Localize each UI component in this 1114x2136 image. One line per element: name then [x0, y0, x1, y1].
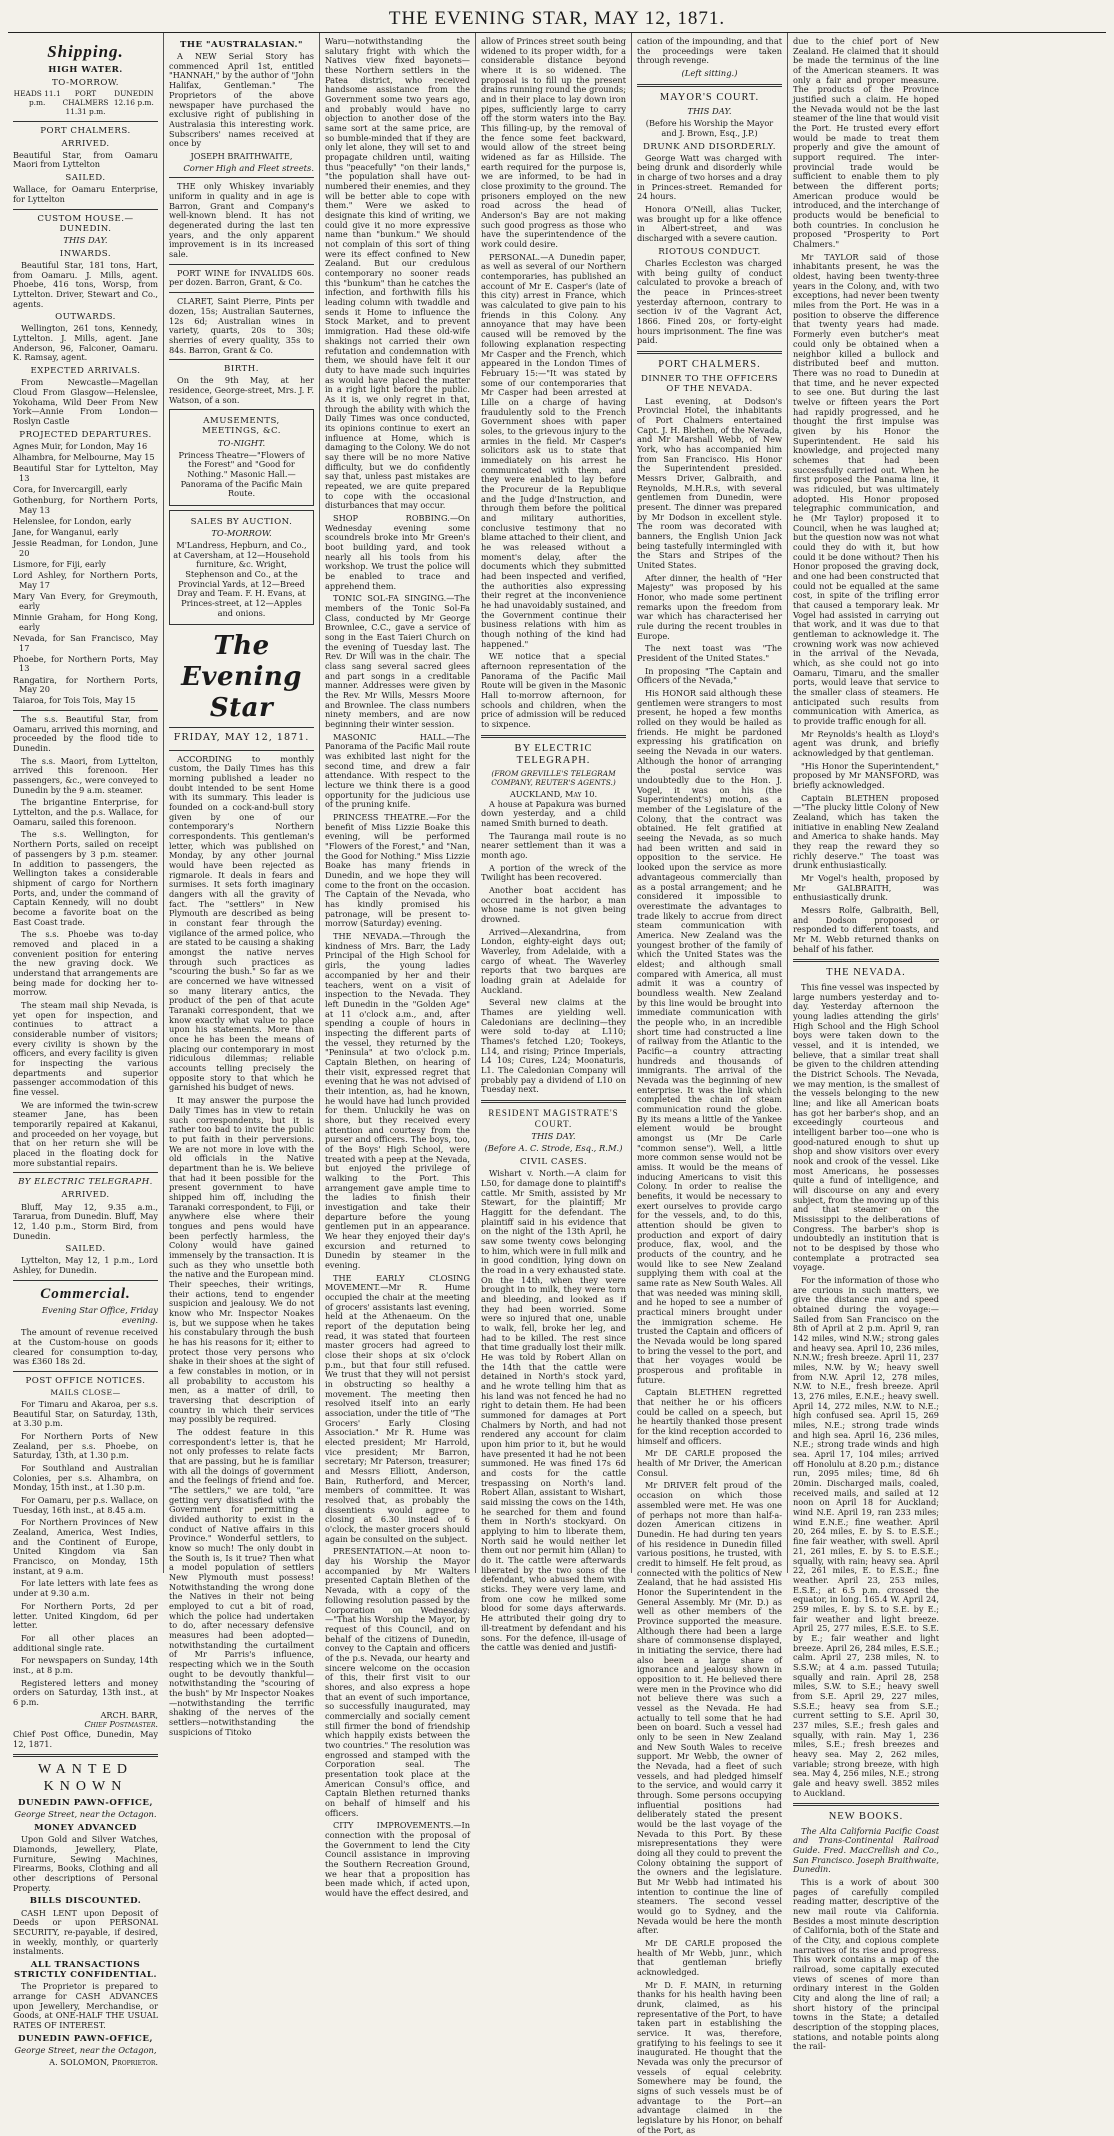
dinner-paragraph-8: Mr DRIVER felt proud of the occasion on which those assembled were met. He was one of perhaps not more than half-a-dozen American citizens in Dunedin. He had during ten years of his residence in Dunedin filled various positions, he trusted, with credit to himself. He felt proud, as connected with the politics of New Zealand, that he had assisted His Honor the Superintendent in the General Assembly. Mr (Mr. D.) as well as other members of the Province supported the measure. Although there had been a large share of commonsense displayed, in initiating the service, there had also been a large share of ignorance and jealousy shown in opposition to it. He believed there were men in the Province who did not believe there was such a vessel as the Nevada. He had actually to tell some that he had been on board. Such a vessel had only to be seen in New Zealand and New South Wales to receive support. Mr Webb, the owner of the Nevada, had a fleet of such vessels, and had pledged himself to the service, and would carry it through. Some persons occupying influential positions had deliberately stated the present would be the last voyage of the Nevada to this Port. By these misrepresentations they were doing all they could to prevent the Colony obtaining the support of the owners and the legislature. But Mr Webb had intimated his intention to continue the line of steamers. The second vessel would go to Sydney, and the Nevada would be here the month after. — [637, 1480, 782, 1936]
post-office-signature: Chief Post Office, Dunedin, May 12, 1871. — [13, 1728, 158, 1749]
shipping-news-5: The s.s. Phoebe was to-day removed and placed in a convenient position for entering the new graving dock. We understand that arrangements are being made for docking her to-morrow. — [13, 929, 158, 998]
column-3 — [320, 33, 476, 1898]
list-item: Rangatira, for Northern Ports, May 20 — [13, 674, 158, 695]
shipping-news-3: The brigantine Enterprise, for Lyttelton, and the p.s. Wallace, for Oamaru, sailed this forenoon. — [13, 797, 158, 827]
nevada-paragraph-2: For the information of those who are curious in such matters, we give the distance run and speed obtained during the voyage:—Sailed from San Francisco on the 8th of April at 2 p.m. April 9, ran 142 miles, wind N.W.; strong gales and heavy sea. April 10, 236 miles, N.N.W.; fresh breeze. April 11, 237 miles, N.W. by W.; heavy swell from N.W. April 12, 278 miles, N.W. to N.E., fresh breeze. April 13, 276 miles, E.N.E.; heavy swell. April 14, 272 miles, N.W. to N.E.; high confused sea. April 15, 269 miles, N.E.; strong trade winds and high sea. April 16, 236 miles, N.E.; strong trade winds and high sea. April 17, 104 miles; arrived off Honolulu at 8.20 p.m.; distance run, 2095 miles; time, 8d 6h 20min. Discharged mails, coaled, received mails, and sailed at 12 noon on April 18 for Auckland; wind N.E. April 19, ran 233 miles; wind E.N.E.; fine weather. April 20, 264 miles, E. by S. to E.S.E.; fine fair weather, with swell. April 21, 261 miles, E. by S. to E.S.E.; squally, with rain; heavy sea. April 22, 261 miles, E. to E.S.E.; fine weather. April 23, 253 miles, E.S.E.; at 6.5 p.m. crossed the equator, in long. 165.4 W. April 24, 259 miles, E. by S. to S.E. by E.; fair weather and light breeze. April 25, 277 miles, E.S.E. to S.E. by E.; fair weather and light breeze. April 26, 284 miles, E.S.E.; calm. April 27, 238 miles, N. to S.S.W.; at 4 a.m. passed Tutuila; squally and rain. April 28, 258 miles, S.W. to S.E.; heavy swell from S.E. April 29, 227 miles, S.S.E.; heavy sea from S.E.; current setting to S.E. April 30, 237 miles, S.E.; fresh gales and squally, with rain. May 1, 236 miles, S.E.; fresh breezes and heavy sea. May 2, 262 miles, variable; strong breeze, with high sea. May 4, 256 miles, N.E.; strong gale and heavy swell. 3852 miles to Auckland. — [793, 1275, 939, 1798]
wanted-known-heading: WANTED KNOWN — [37, 1762, 134, 1794]
postmaster-title: Chief Postmaster. — [84, 1719, 158, 1730]
honor-toast: "His Honor the Superintendent," proposed by Mr MANSFORD, was briefly acknowledged. — [793, 760, 939, 791]
dateline: FRIDAY, MAY 12, 1871. — [173, 732, 310, 744]
presentation-item: PRESENTATION.—At noon to-day his Worship the Mayor accompanied by Mr Walters presented Captain Blethen of the Nevada, with a copy of the following resolution passed by the Corporation on Wednesday:—"That his Worship the Mayor, by request of this Council, and on behalf of the citizens of Dunedin, convey to the Captain and officers of the p.s. Nevada, our hearty and sincere welcome on the occasion of this, their first visit to our shores, and also express a hope that an event of such importance, so successfully inaugurated, may commercially and socially cement still firmer the bond of friendship which happily exists between the two countries." The resolution was engrossed and stamped with the Corporation seal. The presentation took place at the American Consul's office, and Captain Blethen returned thanks on behalf of himself and his officers. — [325, 1546, 470, 1818]
commercial-text: The amount of revenue received at the Custom-house on goods cleared for consumption to-day, was £360 18s 2d. — [13, 1327, 158, 1367]
amusements-tonight: TO-NIGHT. — [217, 437, 266, 448]
money-advanced: MONEY ADVANCED — [34, 1823, 137, 1834]
inwards-text: Beautiful Star, 181 tons, Hart, from Oamaru. J. Mills, agent. Phoebe, 416 tons, Worsp, from Lyttelton. Driver, Stewart and Co., agents. — [13, 259, 158, 309]
port-wine-ad: PORT WINE for INVALIDS 60s. per dozen. Barron, Grant, & Co. — [169, 267, 314, 288]
rm-court-before: (Before A. C. Strode, Esq., R.M.) — [484, 1143, 623, 1154]
blethen-toast: Captain BLETHEN proposed—"The plucky little Colony of New Zealand, which has taken the initiative in enabling New Zealand and America to shake hands. May they reap the reward they so richly deserve." The toast was drunk enthusiastically. — [793, 792, 939, 871]
column-4 — [476, 33, 632, 1653]
birth-heading: BIRTH. — [224, 364, 259, 375]
telegraph-item-5: Arrived—Alexandrina, from London, eighty-eight days out; Waverley, from Adelaide, with a cargo of wheat. The Waverley reports that two barques are loading grain at Adelaide for Auckland. — [481, 926, 626, 995]
dinner-paragraph-10: Mr D. F. MAIN, in returning thanks for his health having been drunk, claimed, as his representative of the Port, to have taken part in establishing the service. It was, therefore, gratifying to his feelings to see it inaugurated. He thought that the Nevada was only the precursor of vessels of equal celebrity. Somewhere may be found, the signs of such vessels must be of advantage to the Port—an advantage claimed in the legislature by his Honor, on behalf of the Port, as — [637, 1979, 782, 2135]
whisky-ad: THE only Whiskey invariably uniform in quality and in age is Barron, Grant and Company's well-known blend. It has not degenerated during the last ten years, and the only apparent improvement is in its increased sale. — [169, 181, 314, 260]
column-2 — [164, 33, 320, 1737]
mayors-court-day: THIS DAY. — [687, 106, 732, 117]
commercial-office: Evening Star Office, Friday evening. — [41, 1305, 158, 1326]
mayors-court-heading: MAYOR'S COURT. — [659, 91, 760, 103]
personal-item: PERSONAL.—A Dunedin paper, as well as several of our Northern contemporaries, has published an account of Mr E. Casper's (late of this city) arrest in France, which was calculated to give pain to his friends in this Colony. Any annoyance that may have been caused will be removed by the following explanation respecting Mr Casper and the French, which appeared in the London Times of February 15:—"It was stated by some of our contemporaries that Mr Casper had been arrested at Lille on a charge of having fraudulently sold to the French Government shoes with paper soles, to the grievous injury to the armies in the field. Mr Casper's solicitors ask us to state that immediately on his arrest he communicated with them, and they were enabled to lay before the Procureur de la Republique and the Judge d'Instruction, and through them before the political and military authorities, conclusive testimony that no blame attached to their client, and he was released without a moment's delay, after the documents which they submitted had been inspected and verified, the authorities also expressing their regret at the inconvenience he had unavoidably sustained, and the Government continue their business relations with him as though nothing of the kind had happened." — [481, 251, 626, 649]
arrived-label: ARRIVED. — [61, 138, 110, 149]
shipping-news-4: The s.s. Wellington, for Northern Ports, sailed on receipt of passengers by 3 p.m. steamer. In addition to passengers, the Wellington takes a considerable shipment of cargo for Northern Ports, and, under the command of Captain Kennedy, will no doubt become a favorite boat on the East Coast trade. — [13, 829, 158, 927]
all-transactions: ALL TRANSACTIONS STRICTLY CONFIDENTIAL. — [14, 1959, 157, 1981]
leader-continued: Waru—notwithstanding the salutary fright with which the Natives view fixed bayonets—these Northern settlers in the Patea district, who received handsome assistance from the Government some two years ago, and probably would have no objection to another dose of the same sort at the same price, are so bumble-minded that if they are only let alone, they will set to and propagate children until, waiting thus "peacefully" "on their lands," "the population shall have out-numbered their enemies, and they will be better able to cope with them." Were we asked to designate this kind of writing, we could give it no more expressive name than "bunkum." We should not complain of this sort of thing were its effect confined to New Zealand. But our credulous contemporary no sooner reads this "bunkum" than he catches the infection, and forthwith fills his leading column with twaddle and sends it Home to influence the Stock Market, and to prevent immigration. Had these old-wife shakings not carried their own refutation and condemnation with them, we should have felt it our duty to have made such inquiries as would have placed the matter in a right light before the public. As it is, we only regret in that, through the ability with which the Daily Times was once conducted, its opinions continue to exert an influence at Home, which is damaging to the Colony. We do not say there will be no more Native difficulty, but we do confidently say that, unless past mistakes are repeated, we are quite prepared to cope with the occasional disturbances that may occur. — [325, 36, 470, 511]
proprietor-name: A. SOLOMON, Proprietor. — [49, 2056, 158, 2067]
shipping-news-1: The s.s. Beautiful Star, from Oamaru, arrived this morning, and proceeded by the flood tide to Dunedin. — [13, 714, 158, 754]
masthead: THE EVENING STAR, MAY 12, 1871. — [8, 6, 1106, 33]
taylor-speech: Mr TAYLOR said of those inhabitants present, he was the oldest, having been twenty-three years in the Colony, and, with two exceptions, had never been twenty miles from the Port. He was in a position to observe the difference that twenty years had made. Formerly even butcher's meat could only be obtained when a neighbor killed a bullock and distributed beef and mutton. There was no road to Dunedin at that time, and he never expected to see one. But during the last twelve or fifteen years the Port had rapidly progressed, and he thought the first impulse was given by his Honor the Superintendent. He said his knowledge, and projected many schemes that had been successfully carried out. When he first proposed the Panama line, it was ridiculed, but was ultimately adopted. His Honor proposed telegraphic communication, and he (Mr Taylor) proposed it to Council, when he was laughed at; but the question now was not what could they do with it, but how could it be done without? Then his Honor proposed the graving dock, and one had been constructed that could not be equalled at the same cost, in spite of the trifling error that caused a temporary leak. Mr Vogel had assisted in carrying out that work, and it was due to that gentleman to acknowledge it. The crowning work was now achieved in the arrival of the Nevada, which, as she could not go into Oamaru, Timaru, and the smaller ports, would leave that service to the smaller class of steamers. He anticipated such results from communication with America, as to provide traffic enough for all. — [793, 251, 939, 727]
early-closing-item: THE EARLY CLOSING MOVEMENT.—Mr R. Hume occupied the chair at the meeting of grocers' assistants last evening, held at the Athenaeum. On the report of the deputation being read, it was stated that fourteen master grocers had agreed to close their shops at six o'clock p.m., but that four still refused. We trust that they will not persist in obstructing so healthy a movement. The meeting then resolved itself into an early association, under the title of "The Grocers' Early Closing Association." Mr R. Hume was elected president; Mr Harrold, vice president; Mr Barron, secretary; Mr Paterson, treasurer; and Messrs Elliott, Anderson, Bain, Rutherford, and Mercer, members of committee. It was resolved that, as probably the dissentients would agree to closing at 6.30 instead of 6 o'clock, the master grocers should again be consulted on the subject. — [325, 1272, 470, 1544]
list-item: For all other places an additional single rate. — [13, 1632, 158, 1653]
list-item: Gothenburg, for Northern Ports, May 13 — [13, 495, 158, 515]
city-improvements-item: CITY IMPROVEMENTS.—In connection with the proposal of the Government to lend the City Council assistance in improving the Southern Recreation Ground, we hear that a proposition has been made which, if acted upon, would have the effect desired, and — [325, 1820, 470, 1898]
list-item: Lord Ashley, for Northern Ports, May 17 — [13, 570, 158, 591]
projected-departures-list — [13, 442, 158, 706]
tomorrow-label: TO-MORROW. — [52, 78, 119, 89]
proprietor-text: The Proprietor is prepared to arrange for CASH ADVANCES upon Jewellery, Merchandise, or Goods, at ONE-HALF THE USUAL RATES OF INTEREST. — [13, 1981, 158, 2030]
sales-text: M'Landress, Hepburn, and Co., at Caversham, at 12—Household furniture, &c. Wright, Stephenson and Co., at the Provincial Yards, at 12—Breed Dray and Team. F. H. Evans, at Princes-street, at 12—Apples and onions. — [173, 539, 310, 618]
telegraph-item-3: A portion of the wreck of the Twilight has been recovered. — [481, 862, 626, 883]
riotous-text: Charles Eccleston was charged with being guilty of conduct calculated to provoke a breach of the peace in Princes-street yesterday afternoon, contrary to section iv of the Vagrant Act, 1866. Fined 20s, or forty-eight hours imprisonment. The fine was paid. — [637, 257, 782, 346]
drunk-text-2: Honora O'Neill, alias Tucker, was brought up for a like offence in Albert-street, and was discharged with a severe caution. — [637, 204, 782, 244]
riotous-heading: RIOTOUS CONDUCT. — [658, 246, 761, 257]
list-item: Minnie Graham, for Hong Kong, early — [13, 612, 158, 632]
leader-paragraph-1: ACCORDING to monthly custom, the Daily Times has this morning published a leader no doubt intended to be sent Home with its summary. This leader is founded on a cock-and-bull story given by one of our contemporary's Northern correspondents. This gentleman's letter, which was published on Monday, by any other journal would have been rejected as rigmarole. It deals in fears and surmises. It sets forth imaginary dangers with all the gravity of fact. The "settlers" in New Plymouth are described as being in constant fear through the vigilance of the armed police, who are stated to be causing a shaking amongst the native nerves through such practices as "scouring the bush." So far as we are concerned we have witnessed so many literary antics, the product of the pen of that acute Taranaki correspondent, that we know exactly what value to place upon his statements. More than once he has been the means of placing our contemporary in most ridiculous dilemmas; reliable accounts telling precisely the opposite story to that which he garnished his budget of news. — [169, 753, 314, 1093]
commercial-heading: Commercial. — [40, 1285, 131, 1302]
rm-court-heading: RESIDENT MAGISTRATE'S COURT. — [488, 1108, 619, 1129]
princess-theatre-item: PRINCESS THEATRE.—For the benefit of Miss Lizzie Boake this evening, will be performed "Flowers of the Forest," and "Nan, the Good for Nothing." Miss Lizzie Boake has many friends in Dunedin, and we hope they will come to the front on the occasion. The Captain of the Nevada, who has kindly promised his patronage, will be present to-morrow (Saturday) evening. — [325, 812, 470, 929]
dinner-paragraph-3: The next toast was "The President of the United States." — [637, 643, 782, 664]
postmaster-name: ARCH. BARR, — [100, 1709, 158, 1720]
inwards-label: INWARDS. — [59, 248, 112, 259]
improvements-continued: allow of Princes street south being widened to its proper width, for a considerable distance beyond where it is so widened. The proposal is to fill up the present drains running round the grounds; and in their place to lay down iron pipes, sufficiently large to carry off the storm waters into the Bay. This filling-up, by the removal of the fence some feet backward, would allow of the street being widened as far as Hillside. The earth required for the purpose is, we are informed, to be had in close proximity to the ground. The prisoners employed on the new road across the head of Anderson's Bay are not making such good progress as those who have the superintendence of the work could desire. — [481, 36, 626, 250]
leader-paragraph-2: It may answer the purpose the Daily Times has in view to retain such correspondents, but it is rather too bad to invite the public to put faith in their perversions. We are not more in love with the old officials in the Native department than he is. We believe that had it been possible for the present government to have shipped him off, including the Taranaki correspondent, to Fiji, or anywhere else where their tongues and pens would have been perfectly harmless, the Colony would have gained immensely by the transaction. It is such as they who unsettle both the native and the European mind. Their speeches, their writings, their actions, tend to engender suspicion and jealousy. We do not know who Mr. Inspector Noakes is, but we suppose when he takes his constabulary through the bush he has his reasons for it; either to protect those very persons who shake in their shoes at the sight of a few constables in motion, or in all probability to accustom his men, as a matter of drill, to traversing that description of country in which their services may possibly be required. — [169, 1095, 314, 1425]
telegraph-sailed-text: Lyttelton, May 12, 1 p.m., Lord Ashley, for Dunedin. — [13, 1255, 158, 1276]
civil-cases-text: Wishart v. North.—A claim for L50, for damage done to plaintiff's cattle. Mr Smith, assisted by Mr Stewart, for the plaintiff; Mr Haggitt for the defendant. The plaintiff said in his evidence that on the night of the 13th April, he saw some twenty cows belonging to him, which were in full milk and in good condition, lying down on the road in a very exhausted state. On the 14th, when they were brought in to milk, they were torn and bleeding, and looked as if they had been worried. Some were so injured that one, unable to walk, fell, broke her leg, and had to be killed. The rest since that time gradually lost their milk. He was told by Robert Allan on the 14th that the cattle were detained in North's stock yard, and he wrote telling him that as his land was not fenced he had no right to detain them. He had been summoned for damages at Port Chalmers by North, and had not rendered any account for claim upon him prior to it, but he would have presented it had he not been summoned. He was fined 17s 6d and costs for the cattle trespassing on North's land. Robert Allan, assistant to Wishart, said missing the cows on the 14th, he searched for them and found them in North's stockyard. On applying to him to liberate them, North said he would neither let them out nor permit him (Allan) to do it. The cattle were afterwards liberated by the two sons of the defendant, who abused them with sticks. They were very lame, and from one cow he milked some blood for some days afterwards. He attributed their going dry to ill-treatment by defendant and his sons. For the defence, ill-usage of the cattle was denied and justifi- — [481, 1168, 626, 1653]
pawn-office-address: George Street, near the Octagon. — [14, 1809, 157, 1820]
dinner-paragraph-4: In proposing "The Captain and Officers of the Nevada," — [637, 665, 782, 686]
list-item: For late letters with late fees as under at 9.30 a.m. — [13, 1578, 158, 1599]
pawn-office-name: DUNEDIN PAWN-OFFICE, — [18, 1798, 153, 1809]
telegraph-source: (FROM GREVILLE'S TELEGRAM COMPANY, REUTER'S AGENTS.) — [491, 769, 616, 788]
tide-heads: HEADS 11.1 p.m. — [13, 89, 61, 108]
dinner-continued: due to the chief port of New Zealand. He claimed that it should be made the terminus of the line of the American steamers. It was only a fair and proper measure. The products of the Province justified such a claim. He hoped the Nevada would not be the last steamer of the line that would visit the Port. He trusted every effort would be made to treat them properly and give the amount of support required. The inter-provincial trade would be sufficient to enable them to ply between the different ports; American produce would be introduced, and the interchange of products would be beneficial to both countries. In conclusion he proposed "Prosperity to Port Chalmers." — [793, 36, 939, 250]
port-chalmers-heading-2: PORT CHALMERS. — [658, 358, 761, 370]
birth-text: On the 9th May, at her residence, George-street, Mrs. J. F. Watson, of a son. — [169, 375, 314, 405]
new-books-heading: NEW BOOKS. — [828, 1811, 904, 1823]
column-5 — [632, 33, 788, 2135]
reynolds-toast: Mr Reynolds's health as Lloyd's agent was drunk, and briefly acknowledged by that gentleman. — [793, 728, 939, 759]
sales-box — [169, 510, 314, 625]
dinner-paragraph-2: After dinner, the health of "Her Majesty" was proposed by his Honor, who made some pertinent remarks upon the freedom from war which has characterised her rule during the recent troubles in Europe. — [637, 572, 782, 641]
telegraph-item-4: Another boat accident has occurred in the harbor, a man whose name is not given being drowned. — [481, 884, 626, 924]
tide-dunedin: DUNEDIN 12.16 p.m. — [113, 89, 154, 108]
dinner-paragraph-7: Mr DE CARLE proposed the health of Mr Driver, the American Consul. — [637, 1448, 782, 1478]
sailed-text: Wallace, for Oamaru Enterprise, for Lyttelton — [13, 184, 158, 204]
column-1 — [8, 33, 164, 2067]
rm-court-day: THIS DAY. — [531, 1131, 576, 1142]
auckland-dateline: AUCKLAND, May 10. — [509, 788, 598, 799]
nevada-item: THE NEVADA.—Through the kindness of Mrs. Barr, the Lady Principal of the High School for girls, the young ladies accompanied by her and their teachers, went on a visit of inspection to the Nevada. They left Dunedin in the "Golden Age" at 11 o'clock a.m., and, after spending a couple of hours in inspecting the different parts of the vessel, they returned by the "Peninsula" at two o'clock p.m. Captain Blethen, on hearing of their visit, expressed regret that evening that he was not advised of their intention, as, had he known, he would have had lunch provided for them. Unluckily he was on shore, but they received every attention and courtesy from the purser and officers. The boys, too, of the Boys' High School, were treated with a peep at the Nevada, but enjoyed the privilege of walking to the Port. This arrangement gave ample time to the ladies to finish their investigation and take their departure before the young gentlemen put in an appearance. We hear they enjoyed their day's excursion and returned to Dunedin by steamer in the evening. — [325, 931, 470, 1270]
sales-tomorrow: TO-MORROW. — [211, 528, 272, 539]
telegraph-heading-2: BY ELECTRIC TELEGRAPH. — [514, 742, 593, 767]
list-item: Mary Van Every, for Greymouth, early — [13, 591, 158, 611]
list-item: Alhambra, for Melbourne, May 15 — [13, 451, 155, 462]
mayors-court-before: (Before his Worship the Mayor and J. Brown, Esq., J.P.) — [645, 118, 774, 138]
tonic-sol-fa-item: TONIC SOL-FA SINGING.—The members of the Tonic Sol-Fa Class, conducted by Mr George Brownlee, C.C., gave a service of song in the East Taieri Church on the evening of Tuesday last. The Rev. Dr Will was in the chair. The class sang several sacred glees and part songs in a creditable manner. Addresses were given by the Rev. Mr Wills, Messrs Moore and Brownlee. The class numbers ninety members, and are now beginning their winter session. — [325, 593, 470, 730]
nevada-heading: THE NEVADA. — [826, 967, 906, 979]
list-item: For newspapers on Sunday, 14th inst., at 8 p.m. — [13, 1655, 158, 1675]
outwards-label: OUTWARDS. — [55, 312, 116, 323]
port-chalmers-heading: PORT CHALMERS. — [40, 125, 131, 136]
telegraph-arrived-label: ARRIVED. — [61, 1190, 110, 1201]
list-item: Jessie Readman, for London, June 20 — [13, 538, 158, 559]
telegraph-arrived-text: Bluff, May 12, 9.35 a.m., Tararua, from Dunedin. Bluff, May 12, 1.40 p.m., Storm Bird, from Dunedin. — [13, 1201, 158, 1241]
dinner-paragraph-6: Captain BLETHEN regretted that neither he or his officers could be called on a speech, but he heartily thanked those present for the kind reception accorded to himself and officers. — [637, 1387, 782, 1446]
column-6 — [788, 33, 944, 2052]
list-item: For Oamaru, per p.s. Wallace, on Tuesday, 16th inst., at 8.45 a.m. — [13, 1495, 158, 1515]
panorama-item: WE notice that a special afternoon representation of the Panorama of the Pacific Mail Route will be given in the Masonic Hall to-morrow afternoon, for schools and children, when the price of admission will be reduced to sixpence. — [481, 651, 626, 730]
amusements-box — [169, 409, 314, 506]
australasian-text: A NEW Serial Story has commenced April 1st, entitled "HANNAH," by the author of "John Halifax, Gentleman." The Proprietors of the above newspaper have purchased the exclusive right of publishing in Australasia this interesting work. Subscribers' names received at once by — [169, 51, 314, 149]
list-item: For Northern Ports, 2d per letter. United Kingdom, 6d per letter. — [13, 1600, 158, 1631]
masonic-hall-item: MASONIC HALL.—The Panorama of the Pacific Mail route was exhibited last night for the second time, and drew a fair attendance. With respect to the lecture we think there is a good opportunity for the judicious use of the pruning knife. — [325, 731, 470, 810]
projected-departures-label: PROJECTED DEPARTURES. — [19, 429, 152, 440]
leader-paragraph-3: The oddest feature in this correspondent's letter is, that he not only professes to relate facts that are passing, but he is familiar with all the doings of government and the feelings of friend and foe. "The settlers," we are told, "are getting very dissatisfied with the Government for permitting a divided authority to exist in the conduct of Native affairs in this Province." Wonderful settlers, to know so much! The only doubt in the South is, Is it true? Then what a model population of settlers New Plymouth must possess! Notwithstanding the wrong done the Natives in their not being employed to cut a bit of road, which the police had undertaken to do, after necessary defensive measures had been adopted—notwithstanding the curtailment of Mr Parris's influence, respecting which we in the South ought to be devoutly thankful—notwithstanding the "scouring of the bush" by Mr Inspector Noakes—notwithstanding the terrific shaking of the nerves of the settlers—notwithstanding the suspicions of Titoko — [169, 1427, 314, 1737]
rolfe-toast: Messrs Rolfe, Galbraith, Bell, and Dodson proposed or responded to different toasts, and Mr M. Webb returned thanks on behalf of his father. — [793, 905, 939, 954]
evening-star-nameplate: The Evening Star — [181, 631, 302, 723]
braithwaite-address: Corner High and Fleet streets. — [183, 162, 314, 173]
shipping-news-6: The steam mail ship Nevada, is yet open for inspection, and continues to attract a considerable number of visitors; every civility is shown by the officers, and every facility is given for inspecting the various departments and superior passenger accommodation of this fine vessel. — [13, 999, 158, 1097]
shipping-heading: Shipping. — [47, 42, 124, 61]
dinner-paragraph-5: His HONOR said although these gentlemen were strangers to most present, he hoped a few months rolled on they would be hailed as friends. He might be pardoned expressing his gratification on seeing the Nevada in our waters. Although the honor of arranging the postal service was undoubtedly due to the Hon. J. Vogel, it was on his (the Superintendent's) motion, as a member of the Legislature of the Colony, that the contract was obtained. He felt gratified at seeing the Nevada, as so much had been written and said in opposition to the service. He looked upon the service as more advantageous commercially than as a postal arrangement; and he considered it impossible to overestimate the advantages to trade likely to accrue from direct steam communication with America. New Zealand was the youngest brother of the family of which the United States was the eldest; and although small compared with America, all must admit it was a country of boundless wealth. New Zealand by this line would be brought into immediate communication with the people who, in an incredible short time had constructed a line of railway from the Atlantic to the Pacific—a country attracting hundreds and thousands of immigrants. The arrival of the Nevada was the beginning of new enterprise. It was the link which completed the chain of steam communication round the globe. By its means a little of the Yankee element would be brought amongst us (Mr De Carle "common sense"). Well, a little more common sense would not be amiss. It would be the means of inducing Americans to visit this Colony. In order to realise the benefits, it would be necessary to exert ourselves to provide cargo for the vessels, and, to do this, attention should be given to production and export of dairy produce, flax, wool, and the products of the country, and he would like to see New Zealand supplying them with coal at the same rate as New South Wales. All that was needed was mining skill, and he hoped to see a number of practical miners brought under the immigration scheme. He trusted the Captain and officers of the Nevada would be long spared to bring the vessel to the port, and that her voyages would be prosperous and profitable in future. — [637, 688, 782, 1385]
list-item: For Southland and Australian Colonies, per s.s. Alhambra, on Monday, 15th inst., at 1.30 p.m. — [13, 1463, 158, 1493]
list-item: Phoebe, for Northern Ports, May 13 — [13, 653, 158, 674]
drunk-text-1: George Watt was charged with being drunk and disorderly while in charge of two horses and a dray in Princes-street. Remanded for 24 hours. — [637, 152, 782, 202]
list-item: Jane, for Wanganui, early — [13, 527, 119, 538]
list-item: Helenslee, for London, early — [13, 516, 132, 526]
list-item: Nevada, for San Francisco, May 17 — [13, 632, 158, 653]
cash-lent-text: CASH LENT upon Deposit of Deeds or upon PERSONAL SECURITY, re-payable, if desired, in weekly, monthly, or quarterly instalments. — [13, 1907, 158, 1957]
pawn-office-address-2: George Street, near the Octagon, — [14, 2044, 157, 2055]
shipping-news-2: The s.s. Maori, from Lyttelton, arrived this forenoon. Her passengers, &c., were conveyed to Dunedin by the 9 a.m. steamer. — [13, 755, 158, 795]
nevada-paragraph-1: This fine vessel was inspected by large numbers yesterday and to-day. Yesterday afternoon the young ladies attending the girls' High School and the High School boys were taken down to the vessel, and it is intended, we believe, that a similar treat shall be given to the children attending the District Schools. The Nevada, we may mention, is the smallest of the vessels belonging to the new line; and like all American boats has got her barber's shop, and an exceedingly courteous and intelligent barber too—one who is good-natured enough to shut up shop and show visitors over every nook and crook of the vessel. Like most Americans, he possesses quite a fund of intelligence, and will discourse on any and every subject, from the moving up of this and that steamer on the Mississippi to the deliberations of Congress. The barber's shop is undoubtedly an institution that is not to be despised by those who contemplate a protracted sea voyage. — [793, 981, 939, 1273]
book-review-text: This is a work of about 300 pages of carefully compiled reading matter, descriptive of the new mail route via California. Besides a most minute description of California, both of the State and of the City, and copious complete narratives of its rise and progress. This work contains a map of the railroad, some capitally executed views of scenes of more than ordinary interest in the Golden City and along the line of rail; a short history of the principal towns in the State; a detailed description of the stopping places, stations, and notable points along the rail- — [793, 1877, 939, 2052]
telegraph-heading: BY ELECTRIC TELEGRAPH. — [18, 1177, 153, 1188]
left-sitting: (Left sitting.) — [681, 68, 738, 79]
columns — [8, 33, 1106, 2135]
high-water-heading: HIGH WATER. — [48, 65, 123, 76]
telegraph-sailed-label: SAILED. — [65, 1244, 106, 1255]
list-item: Taiaroa, for Tois Tois, May 15 — [13, 695, 136, 706]
shop-robbing-item: SHOP ROBBING.—On Wednesday evening some scoundrels broke into Mr Green's boot building yard, and took nearly all his tools from his workshop. We trust the police will be enabled to trace and apprehend them. — [325, 512, 470, 591]
bills-discounted: BILLS DISCOUNTED. — [29, 1896, 142, 1907]
telegraph-item-6: Several new claims at the Thames are yielding well. Caledonians are declining—they were sold to-day at L110; Thames's fetched L20; Tookeys, L14, and rising; Prince Imperials, L4 10s; Cures, L24; Moonaturis, L1. The Caledonian Company will probably pay a dividend of L10 on Tuesday next. — [481, 997, 626, 1095]
dinner-paragraph-9: Mr DE CARLE proposed the health of Mr Webb, junr., which that gentleman briefly acknowledged. — [637, 1938, 782, 1978]
post-office-heading: POST OFFICE NOTICES. — [25, 1375, 146, 1386]
civil-cases-heading: CIVIL CASES. — [519, 1157, 588, 1168]
vogel-toast: Mr Vogel's health, proposed by Mr GALBRAITH, was enthusiastically drunk. — [793, 873, 939, 903]
this-day-label: THIS DAY. — [63, 234, 108, 245]
amusements-heading: AMUSEMENTS, MEETINGS, &C. — [201, 416, 282, 437]
dinner-heading: DINNER TO THE OFFICERS OF THE NEVADA. — [640, 374, 779, 395]
list-item: For Northern Ports of New Zealand, per s.s. Phoebe, on Saturday, 13th, at 1.30 p.m. — [13, 1431, 158, 1461]
telegraph-item-1: A house at Papakura was burned down yesterday, and a child named Smith burned to death. — [481, 798, 626, 828]
expected-arrivals-text: From Newcastle—Magellan Cloud From Glasgow—Helenslee, Yokohama, Wild Deer From New York—Annie From London—Roslyn Castle — [13, 377, 158, 426]
australasian-heading: THE "AUSTRALASIAN." — [180, 40, 303, 50]
tide-table — [13, 90, 158, 116]
arrived-text: Beautiful Star, from Oamaru Maori from Lyttelton — [13, 149, 158, 170]
list-item: Beautiful Star for Lyttelton, May 13 — [13, 463, 158, 483]
amusements-text: Princess Theatre—"Flowers of the Forest" and "Good for Nothing." Masonic Hall.—Panorama of the Pacific Main Route. — [178, 449, 305, 499]
list-item: Agnes Muir, for London, May 16 — [13, 440, 148, 451]
sailed-label: SAILED. — [65, 173, 106, 184]
book-title: The Alta California Pacific Coast and Trans-Continental Railroad Guide. Fred. MacCrellish and Co., San Francisco. Joseph Braithwaite, Dunedin. — [793, 1825, 939, 1875]
sales-heading: SALES BY AUCTION. — [190, 516, 293, 527]
tide-port-chalmers: PORT CHALMERS 11.31 p.m. — [62, 89, 109, 116]
braithwaite-name: JOSEPH BRAITHWAITE, — [190, 150, 293, 161]
civil-cases-continued: cation of the impounding, and that the proceedings were taken through revenge. — [637, 36, 782, 66]
expected-arrivals-label: EXPECTED ARRIVALS. — [30, 366, 141, 377]
telegraph-item-2: The Tauranga mail route is no nearer settlement than it was a month ago. — [481, 830, 626, 860]
list-item: Lismore, for Fiji, early — [13, 559, 106, 570]
outwards-text: Wellington, 261 tons, Kennedy, Lyttelton. J. Mills, agent. Jane Anderson, 96, Falconer, Oamaru. K. Ramsay, agent. — [13, 323, 158, 363]
pawn-office-text: Upon Gold and Silver Watches, Diamonds, Jewellery, Plate, Furniture, Sewing Machines, Firearms, Books, Clothing and all other descriptions of Personal Property. — [13, 1834, 158, 1893]
dinner-paragraph-1: Last evening, at Dodson's Provincial Hotel, the inhabitants of Port Chalmers entertained Capt. J. H. Blethen, of the Nevada, and Mr Marshall Webb, of New York, who has accompanied him from San Francisco. His Honor the Superintendent presided. Messrs Driver, Galbraith, and Reynolds, M.H.R.s, with several gentlemen from Dunedin, were present. The dinner was prepared by Mr Dodson in excellent style. The room was decorated with banners, the English Union Jack being tastefully intermingled with the Stars and Stripes of the United States. — [637, 395, 782, 570]
claret-ad: CLARET, Saint Pierre, Pints per dozen, 15s; Australian Sauternes, 12s 6d; Australian wines in variety, quarts, 20s to 30s; sherries of every quality, 35s to 84s. Barron, Grant & Co. — [169, 296, 314, 355]
pawn-office-name-2: DUNEDIN PAWN-OFFICE, — [18, 2033, 153, 2044]
shipping-news-7: We are informed the twin-screw steamer Jane, has been temporarily repaired at Kakanui, and proceeded on her voyage, but that on her return she will be placed in the floating dock for more substantial repairs. — [13, 1099, 158, 1168]
drunk-heading: DRUNK AND DISORDERLY. — [643, 141, 776, 152]
list-item: Cora, for Invercargill, early — [13, 483, 128, 494]
list-item: For Northern Provinces of New Zealand, America, West Indies, and the Continent of Europe, United Kingdom via San Francisco, on Monday, 15th instant, at 9 a.m. — [13, 1517, 158, 1576]
list-item: Registered letters and money orders on Saturday, 13th inst., at 6 p.m. — [13, 1677, 158, 1707]
post-office-list — [13, 1400, 158, 1707]
list-item: For Timaru and Akaroa, per s.s. Beautiful Star, on Saturday, 13th, at 3.30 p.m. — [13, 1399, 158, 1429]
custom-house-heading: CUSTOM HOUSE.—DUNEDIN. — [37, 213, 134, 234]
mails-close-label: MAILS CLOSE— — [50, 1388, 121, 1398]
